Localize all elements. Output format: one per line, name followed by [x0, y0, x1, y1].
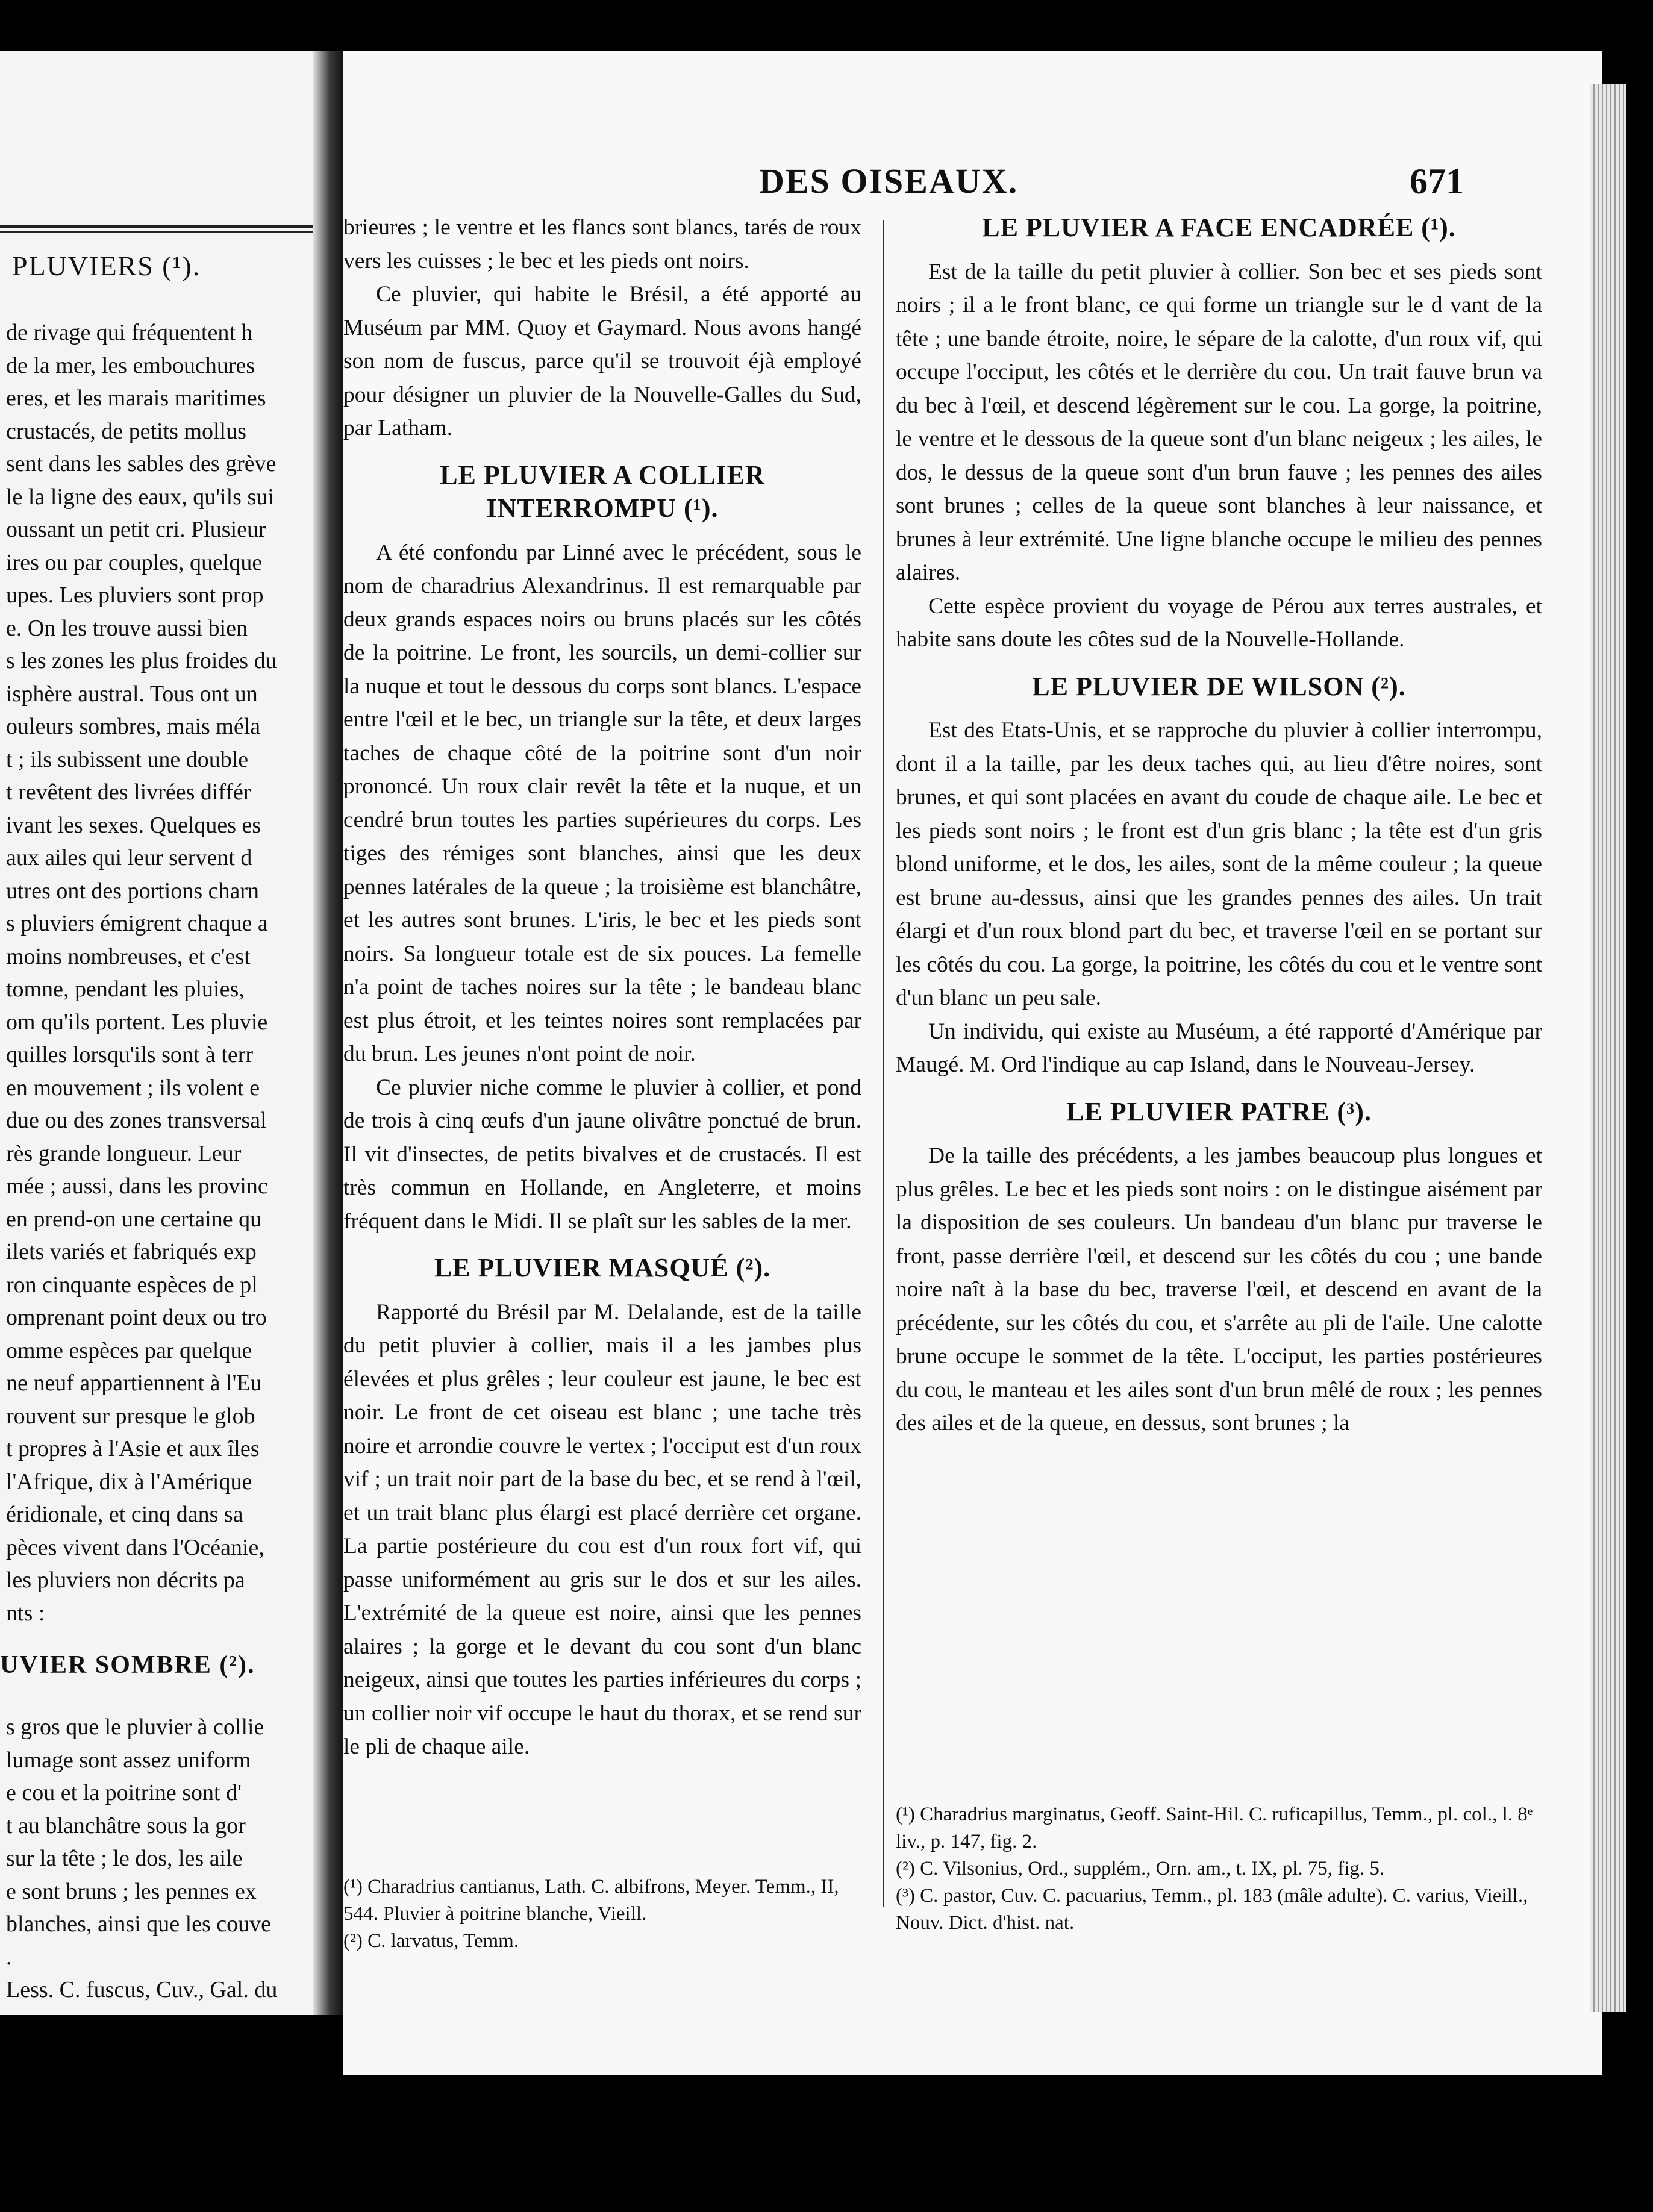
- footnote: (³) C. pastor, Cuv. C. pacuarius, Temm., pl. 183 (mâle adulte). C. varius, Vieill., Nouv. Dict. d'hist. nat.: [896, 1885, 1528, 1934]
- left-page-line: nts :: [6, 1600, 45, 1626]
- left-page-line: eres, et les marais maritimes: [6, 386, 266, 411]
- section-heading: LE PLUVIER A FACE ENCADRÉE (¹).: [982, 213, 1456, 242]
- column-divider: [883, 220, 884, 1907]
- left-page-line: mée ; aussi, dans les provinc: [6, 1173, 268, 1199]
- left-page-line: moins nombreuses, et c'est: [6, 943, 251, 969]
- footnote: (¹) Charadrius marginatus, Geoff. Saint-Hil. C. ruficapillus, Temm., pl. col., l. 8ᵉ liv., p. 147, fig. 2.: [896, 1804, 1533, 1852]
- left-page-line: sur la tête ; le dos, les aile: [6, 1846, 243, 1871]
- left-page-line: l'Afrique, dix à l'Amérique: [6, 1469, 252, 1495]
- left-page-line: t au blanchâtre sous la gor: [6, 1813, 246, 1839]
- left-page-line: e sont bruns ; les pennes ex: [6, 1878, 257, 1904]
- left-page-subtitle: UVIER SOMBRE (²).: [0, 1651, 255, 1679]
- paragraph: Un individu, qui existe au Muséum, a été rapporté d'Amérique par Maugé. M. Ord l'indique au cap Island, dans le Nouveau-Jersey.: [896, 1019, 1542, 1077]
- left-page-line: les pluviers non décrits pa: [6, 1567, 245, 1593]
- left-page-line: ilets variés et fabriqués exp: [6, 1239, 257, 1264]
- section-heading: LE PLUVIER PATRE (³).: [1066, 1096, 1372, 1126]
- paragraph: A été confondu par Linné avec le précédent, sous le nom de charadrius Alexandrinus. Il est remarquable par deux grands espaces noirs ou bruns placés sur les côtés de la poitrine. Le front, les sourcils, un demi-collier sur la nuque et tout le dessous du corps sont blancs. L'espace entre l'œil et le bec, un triangle sur la tête, et deux larges taches de chaque côté de la poitrine sont d'un noir prononcé. Un roux clair revêt la tête et la nuque, et un cendré brun toutes les parties supérieures du corps. Les tiges des rémiges sont blanches, ainsi que les deux pennes latérales de la queue ; la troisième est blanchâtre, et les autres sont brunes. L'iris, le bec et les pieds sont noirs. Sa longueur totale est de six pouces. La femelle n'a point de taches noires sur la tête ; le bandeau blanc est plus étroit, et les teintes noires sont remplacées par du brun. Les jeunes n'ont point de noir.: [343, 540, 861, 1066]
- left-page-rule-thin: [0, 231, 325, 233]
- left-page-line: lumage sont assez uniform: [6, 1747, 251, 1773]
- paragraph: Ce pluvier niche comme le pluvier à collier, et pond de trois à cinq œufs d'un jaune olivâtre ponctué de brun. Il vit d'insectes, de petits bivalves et de crustacés. Il est très commun en Hollande, en Angleterre, et moins fréquent dans le Midi. Il se plaît sur les sables de la mer.: [343, 1075, 861, 1234]
- left-page-line: en prend-on une certaine qu: [6, 1206, 262, 1232]
- page-edges: [1590, 84, 1626, 2012]
- left-page-line: le la ligne des eaux, qu'ils sui: [6, 484, 274, 510]
- left-page-line: ivant les sexes. Quelques es: [6, 812, 261, 838]
- paragraph: brieures ; le ventre et les flancs sont blancs, tarés de roux vers les cuisses ; le bec et les pieds ont noirs.: [343, 215, 861, 273]
- left-page-line: om qu'ils portent. Les pluvie: [6, 1009, 268, 1035]
- left-page-line: utres ont des portions charn: [6, 878, 260, 904]
- left-page-line: sent dans les sables des grève: [6, 451, 277, 476]
- left-page-line: ron cinquante espèces de pl: [6, 1272, 258, 1298]
- section-heading: LE PLUVIER MASQUÉ (²).: [434, 1253, 771, 1283]
- left-page-line: oussant un petit cri. Plusieur: [6, 517, 266, 542]
- left-page-line: de rivage qui fréquentent h: [6, 320, 253, 345]
- left-page-line: t ; ils subissent une double: [6, 746, 249, 772]
- footnote: (²) C. Vilsonius, Ord., supplém., Orn. am., t. IX, pl. 75, fig. 5.: [896, 1858, 1385, 1879]
- left-page-line: s gros que le pluvier à collie: [6, 1714, 264, 1740]
- left-page-line: rouvent sur presque le glob: [6, 1403, 255, 1429]
- left-page-line: quilles lorsqu'ils sont à terr: [6, 1042, 254, 1067]
- left-page-line: e. On les trouve aussi bien: [6, 615, 248, 641]
- left-page: [0, 51, 325, 2015]
- paragraph: De la taille des précédents, a les jambes beaucoup plus longues et plus grêles. Le bec et les pieds sont noirs : on le distingue aisément par la disposition de ses couleurs. Un bandeau d'un blanc pur traverse le front, passe derrière l'œil, et descend sur les côtés du cou ; une bande noire naît à la base du bec, traverse l'œil, et descend en avant de la précédente, sur les côtés du cou, et s'arrête au pli de l'aile. Une calotte brune occupe le sommet de la tête. L'occiput, les parties postérieures du cou, le manteau et les ailes sont d'un brun mêlé de roux ; les pennes des ailes et de la queue, en dessus, sont brunes ; la: [896, 1143, 1542, 1436]
- left-page-line: pèces vivent dans l'Océanie,: [6, 1534, 264, 1560]
- left-page-line: .: [6, 1944, 12, 1970]
- section-heading: LE PLUVIER A COLLIER INTERROMPU (¹).: [440, 460, 765, 523]
- left-page-line: aux ailes qui leur servent d: [6, 845, 252, 870]
- left-page-line: omme espèces par quelque: [6, 1337, 252, 1363]
- left-page-line: e cou et la poitrine sont d': [6, 1780, 242, 1805]
- left-column-footnotes: [343, 1873, 861, 1955]
- left-page-line: blanches, ainsi que les couve: [6, 1911, 272, 1937]
- paragraph: Cette espèce provient du voyage de Pérou aux terres australes, et habite sans doute les côtes sud de la Nouvelle-Hollande.: [896, 593, 1542, 652]
- left-page-title: PLUVIERS (¹).: [12, 251, 201, 281]
- running-title: DES OISEAUX.: [759, 161, 1019, 201]
- left-page-line: upes. Les pluviers sont prop: [6, 583, 264, 608]
- left-page-line: ouleurs sombres, mais méla: [6, 714, 261, 739]
- footnote: (¹) Charadrius cantianus, Lath. C. albifrons, Meyer. Temm., II, 544. Pluvier à poitrine blanche, Vieill.: [343, 1876, 839, 1925]
- page-number: 671: [1410, 161, 1464, 201]
- left-page-line: ires ou par couples, quelque: [6, 549, 263, 575]
- left-page-line: s les zones les plus froides du: [6, 648, 277, 673]
- paragraph: Est des Etats-Unis, et se rapproche du pluvier à collier interrompu, dont il a la taille, par les deux taches qui, au lieu d'être noires, sont brunes, et qui sont placées en avant du coude de chaque aile. Le bec et les pieds sont noirs ; le front est d'un gris blanc ; la tête est d'un gris blond uniforme, et le dos, les ailes, sont de la même couleur ; la queue est brune au-dessus, ainsi que les grandes pennes des ailes. Un trait élargi et d'un roux blond part du bec, et traverse l'œil en se portant sur les côtés du cou. La gorge, la poitrine, les côtés du cou et le ventre sont d'un blanc un peu sale.: [896, 718, 1542, 1010]
- paragraph: Rapporté du Brésil par M. Delalande, est de la taille du petit pluvier à collier, mais il a les jambes plus élevées et plus grêles ; leur couleur est jaune, le bec est noir. Le front de cet oiseau est blanc ; une tache très noire et arrondie couvre le vertex ; l'occiput est d'un roux vif ; un trait noir part de la base du bec, et se rend à l'œil, et un trait blanc plus élargi est placé derrière cet organe. La partie postérieure du cou est d'un roux fort vif, qui passe uniformément au gris sur le dos et sur les ailes. L'extrémité de la queue est noire, ainsi que les pennes alaires ; la gorge et le devant du cou sont d'un blanc neigeux, ainsi que toutes les parties inférieures du corps ; un collier noir vif occupe le haut du thorax, et se rend sur le pli de chaque aile.: [343, 1299, 861, 1759]
- left-page-line: ne neuf appartiennent à l'Eu: [6, 1370, 262, 1396]
- footnote: (²) C. larvatus, Temm.: [343, 1930, 519, 1952]
- left-page-line: t propres à l'Asie et aux îles: [6, 1436, 260, 1461]
- left-page-line: tomne, pendant les pluies,: [6, 976, 245, 1002]
- left-page-rule: [0, 225, 325, 228]
- right-page: [343, 51, 1602, 2075]
- left-page-line: isphère austral. Tous ont un: [6, 681, 258, 707]
- left-page-line: t revêtent des livrées différ: [6, 780, 251, 805]
- left-page-line: rès grande longueur. Leur: [6, 1140, 242, 1166]
- section-heading: LE PLUVIER DE WILSON (²).: [1032, 671, 1406, 701]
- left-page-line: crustacés, de petits mollus: [6, 418, 246, 444]
- left-page-line: éridionale, et cinq dans sa: [6, 1502, 243, 1527]
- right-column-footnotes: [896, 1801, 1542, 1937]
- left-page-line: de la mer, les embouchures: [6, 352, 255, 378]
- left-page-line: omprenant point deux ou tro: [6, 1305, 267, 1330]
- left-page-line: due ou des zones transversal: [6, 1108, 267, 1133]
- left-page-line: Less. C. fuscus, Cuv., Gal. du: [6, 1977, 278, 2002]
- left-page-line: en mouvement ; ils volent e: [6, 1075, 260, 1101]
- paragraph: Ce pluvier, qui habite le Brésil, a été apporté au Muséum par MM. Quoy et Gaymard. Nous avons hangé son nom de fuscus, parce qu'il se trouvoit éjà employé pour désigner un pluvier de la Nouvelle-Galles du Sud, par Latham.: [343, 282, 861, 440]
- book-gutter: [313, 51, 343, 2015]
- left-page-line: s pluviers émigrent chaque a: [6, 911, 268, 936]
- right-column: [896, 211, 1542, 1440]
- left-column: [343, 211, 861, 1764]
- paragraph: Est de la taille du petit pluvier à collier. Son bec et ses pieds sont noirs ; il a le front blanc, ce qui forme un triangle sur le d vant de la tête ; une bande étroite, noire, le sépare de la calotte, d'un roux vif, qui occupe l'occiput, les côtés et le derrière du cou. Un trait fauve brun va du bec à l'œil, et descend légèrement sur le cou. La gorge, la poitrine, le ventre et le dessous de la queue sont d'un blanc neigeux ; les ailes, le dos, le dessus de la queue sont d'un brun fauve ; les pennes des ailes sont brunes ; celles de la queue sont blanches à leur naissance, et brunes à leur extrémité. Une ligne blanche occupe le milieu des pennes alaires.: [896, 259, 1542, 585]
